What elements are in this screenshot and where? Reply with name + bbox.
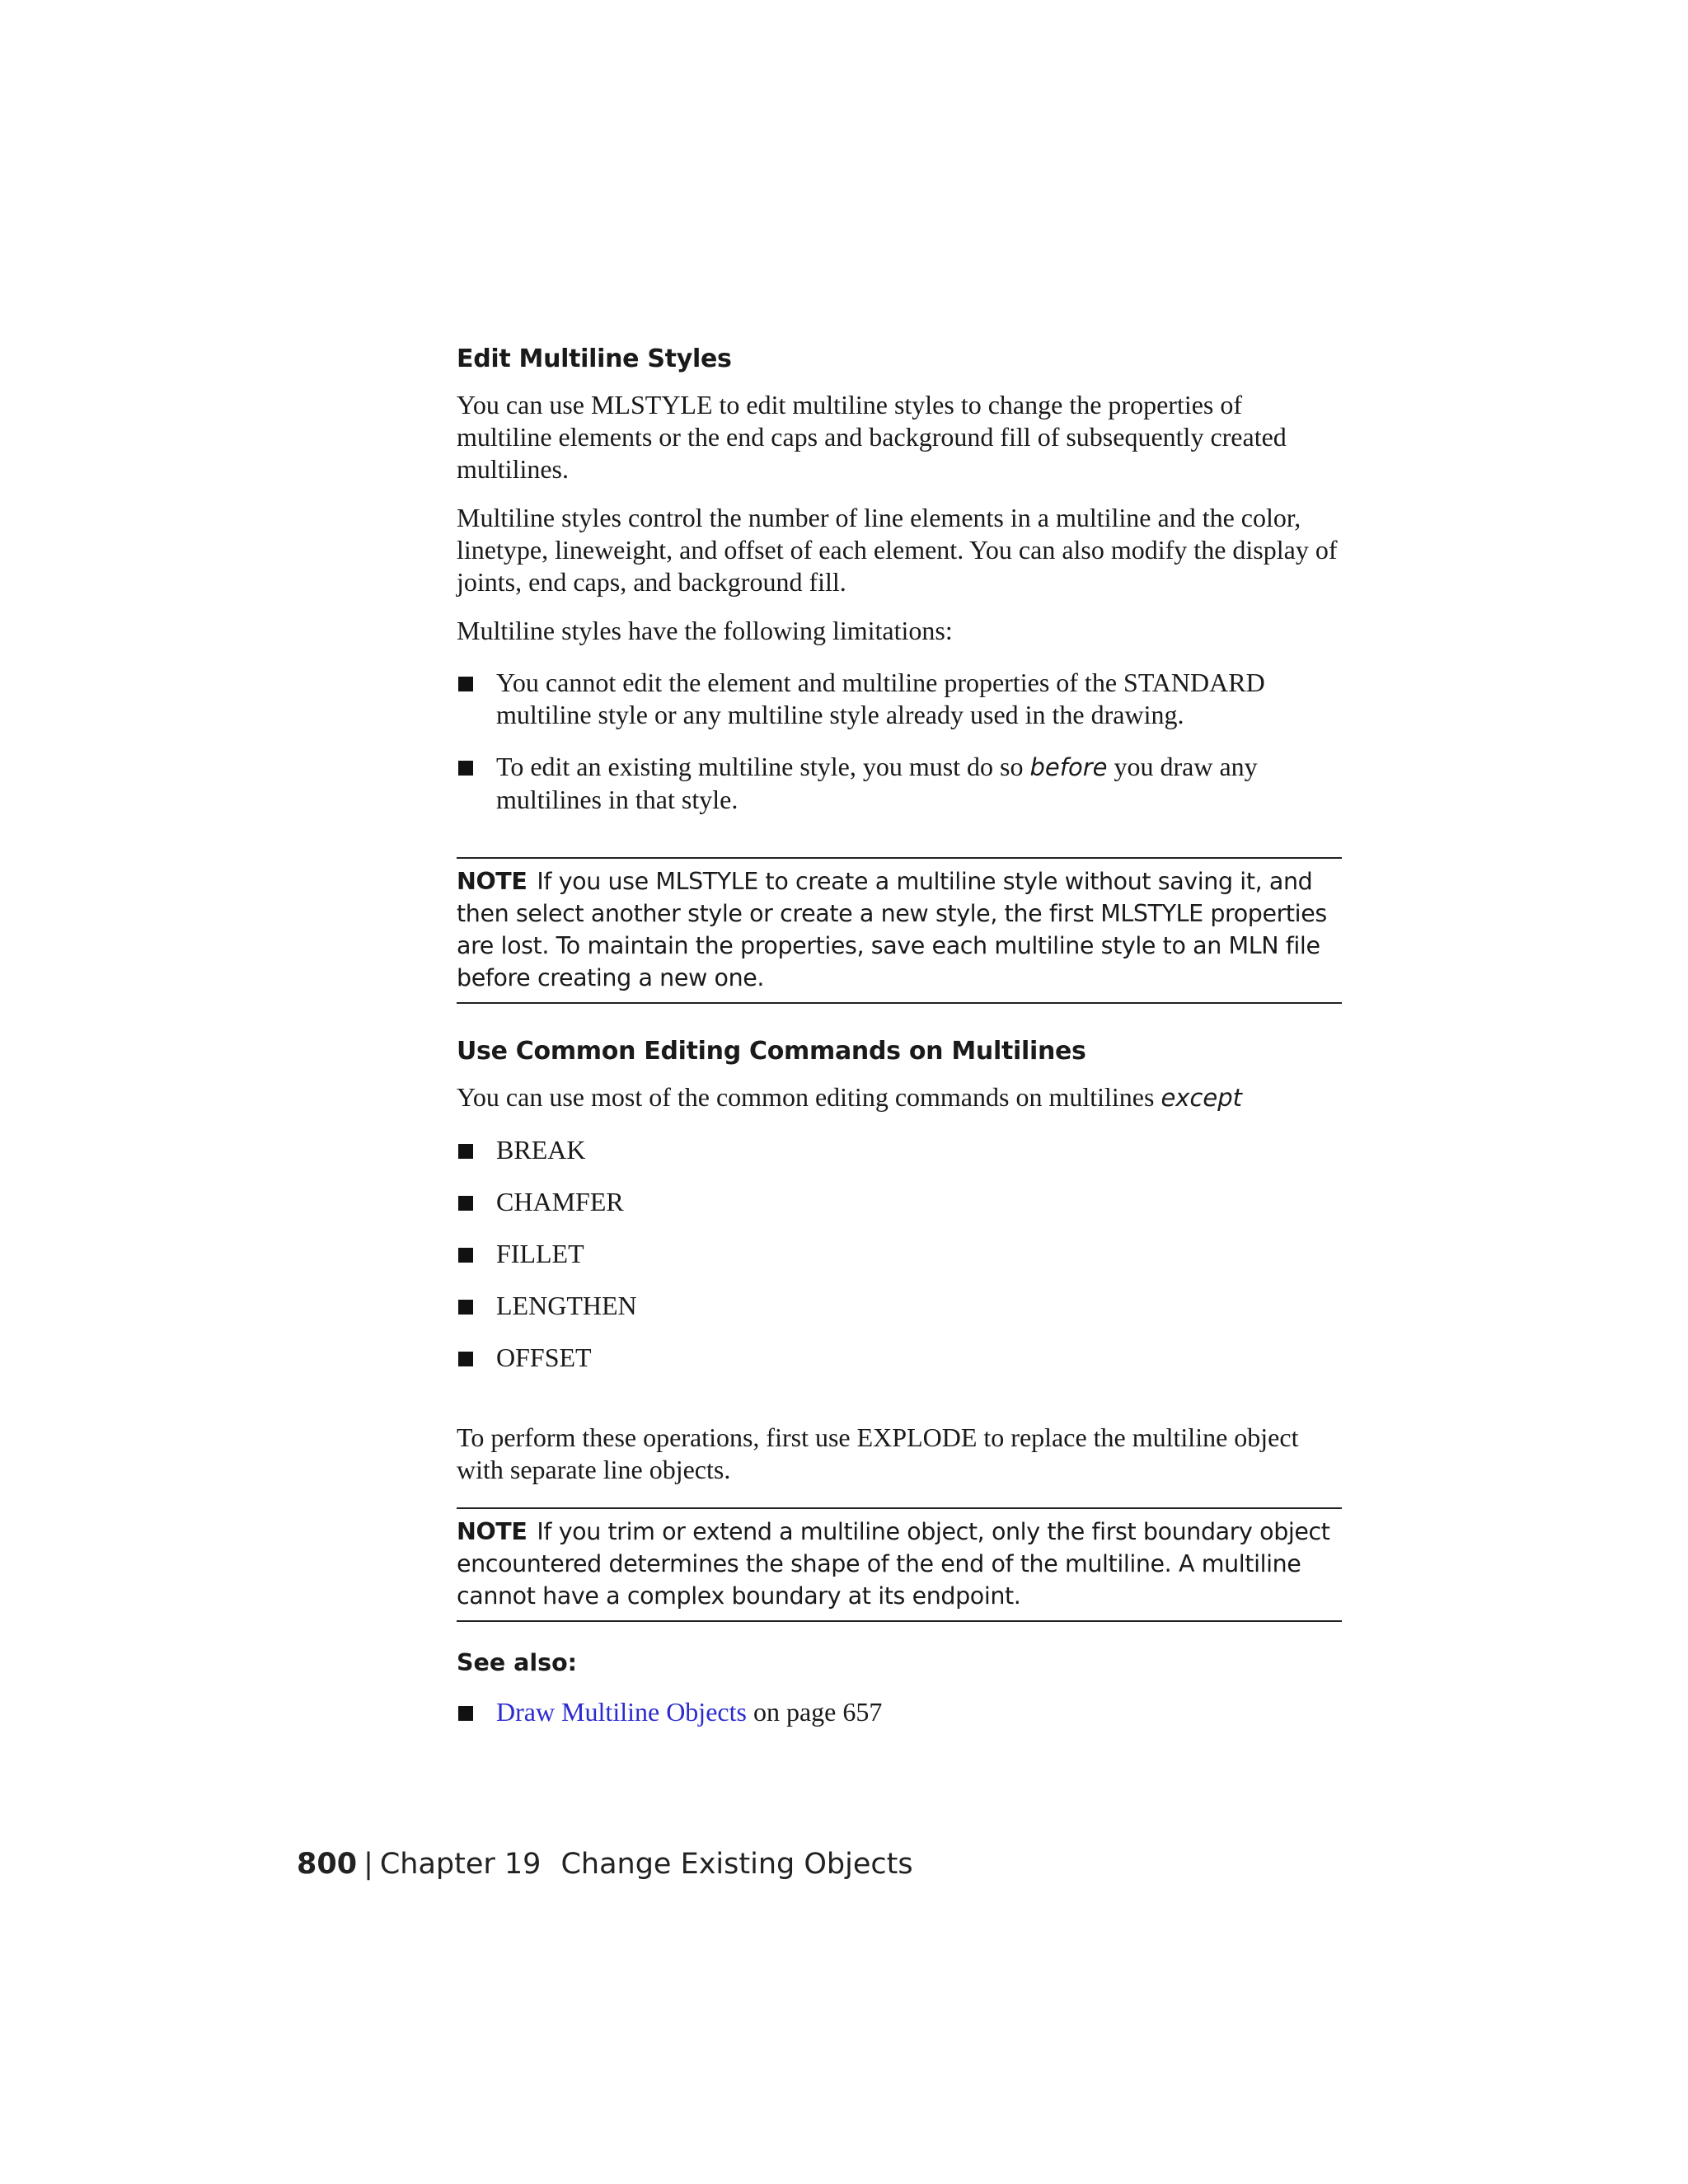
command-name: OFFSET [496,1343,592,1372]
bullet-square-icon [458,1706,473,1721]
command-name: CHAMFER [496,1187,624,1216]
list-item-text: you draw any multilines in that style. [496,752,1258,814]
command-name: BREAK [496,1135,586,1165]
page-reference: on page 657 [746,1697,883,1727]
list-item [457,1186,1342,1218]
section-heading-common-editing-commands: Use Common Editing Commands on Multilines [457,1037,1086,1066]
link-draw-multiline-objects[interactable]: Draw Multiline Objects [496,1697,747,1727]
note-label: NOTE [457,868,528,895]
list-item-text: To edit an existing multiline style, you must do so [496,752,1030,781]
command-name: LENGTHEN [496,1291,637,1320]
list-item-text: You cannot edit the element and multiline properties of the STANDARD multiline style or any multiline style already used in the drawing. [496,668,1265,729]
paragraph: To perform these operations, first use EXPLODE to replace the multiline object with separate line objects. [457,1422,1299,1484]
paragraph: Multiline styles control the number of line elements in a multiline and the color, linetype, lineweight, and offset of each element. You can also modify the display of joints, end caps, and background fill. [457,503,1338,597]
chapter-title: Change Existing Objects [560,1848,913,1881]
list-item [457,751,1342,816]
bullet-square-icon [458,1144,473,1159]
bullet-square-icon [458,1248,473,1263]
emphasis-text: before [1029,753,1108,781]
list-item [457,1134,1342,1166]
paragraph-text: You can use most of the common editing commands on multilines [457,1082,1161,1112]
list-item [457,1238,1342,1270]
list-item [457,1290,1342,1322]
bullet-square-icon [458,761,473,776]
bullet-square-icon [458,1196,473,1211]
paragraph [457,1081,1342,1114]
emphasis-text: except [1160,1084,1243,1112]
bullet-square-icon [458,677,473,691]
page-content [457,343,1342,1728]
list-item [457,1342,1342,1374]
list-item [457,667,1342,731]
note-text: If you use MLSTYLE to create a multiline style without saving it, and then select another style or create a new style, the first MLSTYLE properties are lost. To maintain the properties, save each multiline style to an MLN file before creating a new one. [457,868,1327,991]
page-footer [297,1846,913,1882]
command-name: FILLET [496,1239,584,1268]
commands-list [457,1134,1342,1374]
note-box [457,857,1342,1004]
chapter-label: Chapter 19 [379,1848,542,1881]
paragraph: Multiline styles have the following limitations: [457,616,953,645]
limitations-list [457,667,1342,816]
see-also-heading: See also: [457,1649,578,1676]
see-also-list [457,1696,1342,1728]
list-item [457,1696,1342,1728]
page-number: 800 [297,1848,358,1881]
note-text: If you trim or extend a multiline object, only the first boundary object encountered determines the shape of the end of the multiline. A multiline cannot have a complex boundary at its endpoint. [457,1518,1330,1610]
paragraph: You can use MLSTYLE to edit multiline styles to change the properties of multiline elements or the end caps and background fill of subsequently created multilines. [457,390,1287,484]
bullet-square-icon [458,1352,473,1366]
footer-separator: | [363,1848,373,1881]
note-box [457,1507,1342,1622]
bullet-square-icon [458,1300,473,1315]
section-heading-edit-multiline-styles: Edit Multiline Styles [457,344,732,373]
note-label: NOTE [457,1518,528,1545]
